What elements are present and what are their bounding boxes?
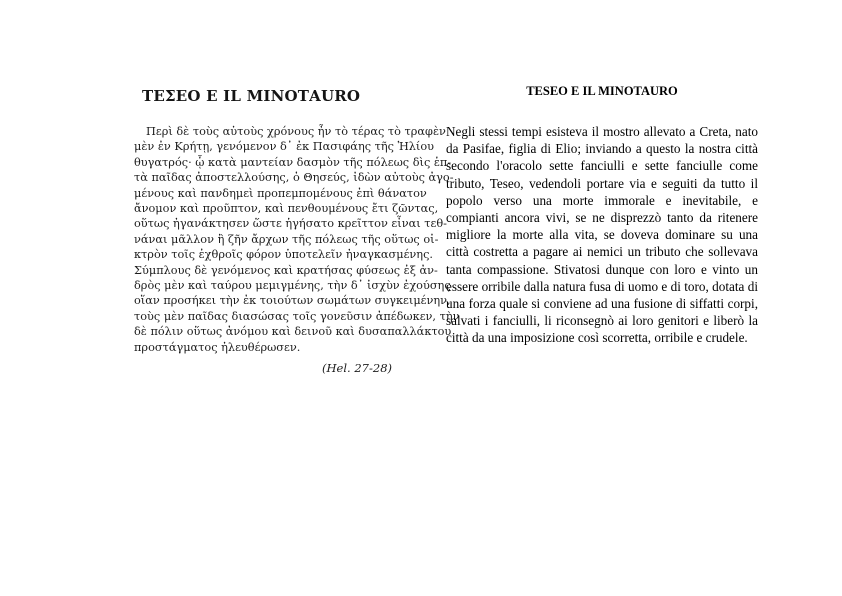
greek-line: τοὺς μὲν παῖδας διασώσας τοῖς γονεῦσιν ἀπέδωκεν, τὴν — [134, 309, 460, 323]
greek-line: νάναι μᾶλλον ἢ ζῆν ἄρχων τῆς πόλεως τῆς οὕτως οἰ- — [134, 232, 439, 246]
greek-text — [134, 124, 460, 355]
greek-line: δὲ πόλιν οὕτως ἀνόμου καὶ δεινοῦ καὶ δυσαπαλλάκτου — [134, 325, 452, 339]
greek-line: Σύμπλους δὲ γενόμενος καὶ κρατήσας φύσεως ἐξ ἀν- — [134, 263, 438, 277]
greek-title: ΤΕΣΕΟ Ε ΙL ΜΙΝΟΤΑURΟ — [142, 87, 361, 105]
greek-line: τὰ παῖδας ἀποστελλούσης, ὁ Θησεύς, ἰδὼν αὐτοὺς ἀγο- — [134, 171, 454, 185]
greek-line: μένους καὶ πανδημεὶ προπεμπομένους ἐπὶ θάνατον — [134, 186, 427, 200]
italian-text: Negli stessi tempi esisteva il mostro allevato a Creta, nato da Pasifae, figlia di Elio; inviando a questo la nostra città secondo l'oracolo sette fanciulli e sette fanciulle come tributo, Teseo, vedendoli portare via e seguiti da tutto il popolo verso una morte immorale e inevitabile, e compianti ancora vivi, se ne disprezzò tanto da ritenere migliore la morte alla vita, se doveva dominare su una città costretta a pagare ai nemici un tributo che sollevava tanta compassione. Stivatosi dunque con loro e vinto un essere orribile dalla natura fusa di uomo e di toro, dotata di una forza quale si conviene ad una fusione di siffatti corpi, salvati i fanciulli, li riconsegnò ai loro genitori e liberò la città da una imposizione così scorretta, orribile e crudele. — [446, 124, 758, 346]
greek-column — [134, 87, 460, 376]
greek-line: οὕτως ἠγανάκτησεν ὥστε ἡγήσατο κρεῖττον εἶναι τεθ- — [134, 217, 447, 231]
italian-title: TESEO E IL MINOTAURO — [526, 84, 678, 98]
greek-line: ἄνομον καὶ προῦπτον, καὶ πενθουμένους ἔτι ζῶντας, — [134, 202, 439, 216]
greek-line: προστάγματος ἠλευθέρωσεν. — [134, 340, 301, 354]
greek-line: Περὶ δὲ τοὺς αὐτοὺς χρόνους ἦν τὸ τέρας τὸ τραφὲν — [146, 125, 446, 138]
italian-column — [446, 84, 758, 347]
greek-line: μὲν ἐν Κρήτῃ, γενόμενον δ᾽ ἐκ Πασιφάης τῆς Ἡλίου — [134, 140, 435, 154]
greek-line: δρὸς μὲν καὶ ταύρου μεμιγμένης, τὴν δ᾽ ἰσχὺν ἐχούσης — [134, 279, 451, 293]
greek-line: θυγατρός· ᾧ κατὰ μαντείαν δασμὸν τῆς πόλεως δὶς ἑπ- — [134, 155, 452, 169]
citation: (Hel. 27-28) — [322, 361, 392, 376]
greek-line: κτρὸν τοῖς ἐχθροῖς φόρον ὑποτελεῖν ἠναγκασμένης. — [134, 248, 433, 262]
greek-line: οἵαν προσήκει τὴν ἐκ τοιούτων σωμάτων συγκειμένην, — [134, 294, 451, 308]
